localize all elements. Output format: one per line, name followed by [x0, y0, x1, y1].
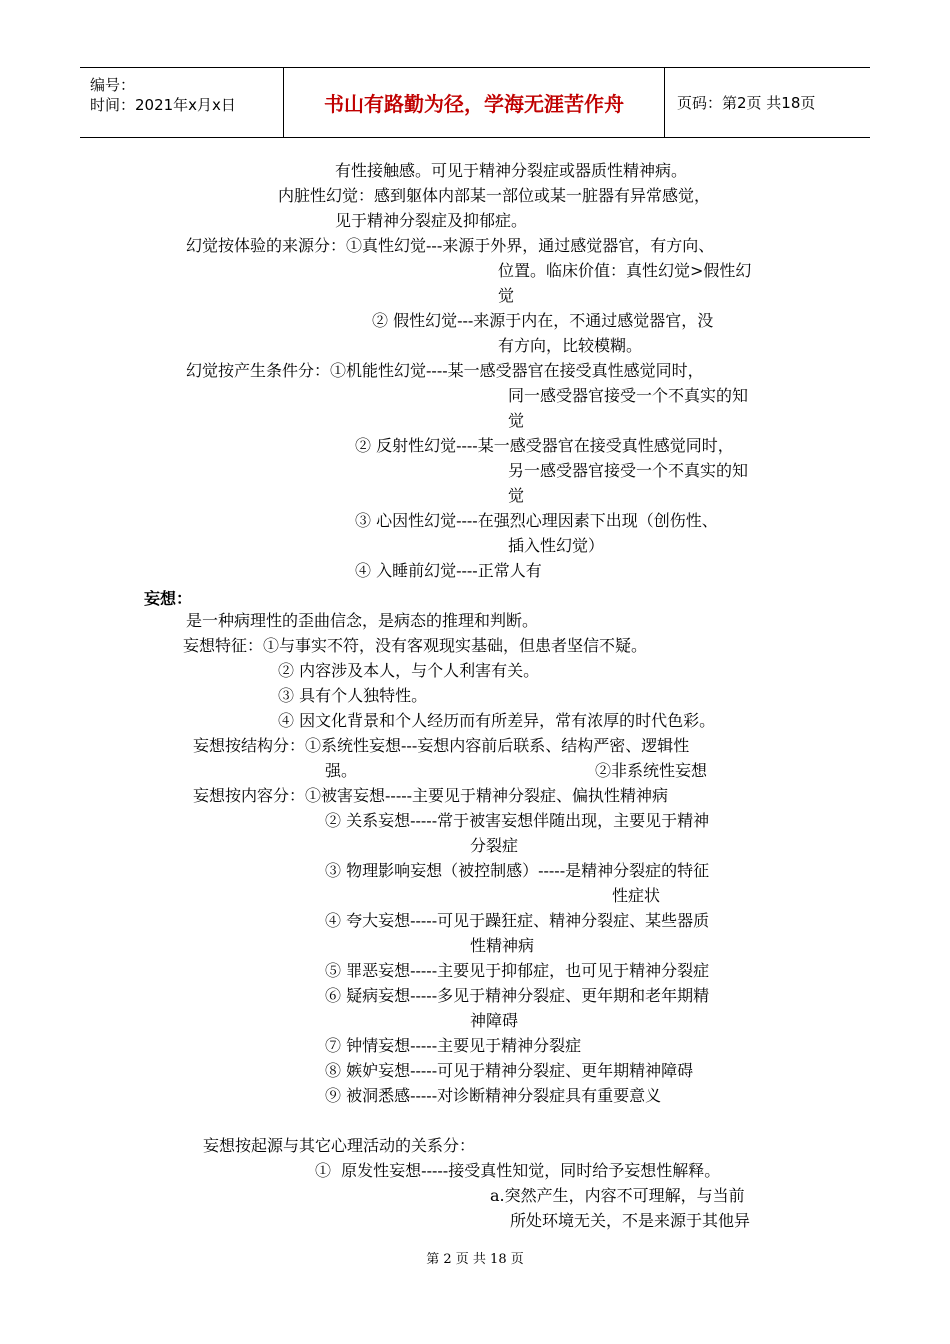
header-page-cell	[665, 68, 870, 137]
text-line: ② 关系妄想-----常于被害妄想伴随出现，主要见于精神	[325, 811, 710, 830]
text-line: ⑨ 被洞悉感-----对诊断精神分裂症具有重要意义	[325, 1086, 662, 1105]
text-line: 觉	[498, 286, 515, 305]
text-line: 幻觉按产生条件分：①机能性幻觉----某一感受器官在接受真性感觉同时，	[186, 361, 704, 380]
text-line: ②非系统性妄想	[595, 761, 708, 780]
text-line: ④ 因文化背景和个人经历而有所差异，常有浓厚的时代色彩。	[278, 711, 716, 730]
date-label: 时间：2021年x月x日	[90, 96, 236, 114]
text-line: ⑥ 疑病妄想-----多见于精神分裂症、更年期和老年期精	[325, 986, 710, 1005]
text-line: 见于精神分裂症及抑郁症。	[335, 211, 528, 230]
text-line: 觉	[508, 411, 525, 430]
text-line: 另一感受器官接受一个不真实的知	[508, 461, 749, 480]
text-line: ③ 心因性幻觉----在强烈心理因素下出现（创伤性、	[355, 511, 718, 530]
text-line: ③ 具有个人独特性。	[278, 686, 428, 705]
text-line: 同一感受器官接受一个不真实的知	[508, 386, 749, 405]
text-line: ④ 入睡前幻觉----正常人有	[355, 561, 542, 580]
text-line: 位置。临床价值：真性幻觉>假性幻	[498, 261, 752, 280]
text-line: 性症状	[612, 886, 661, 905]
text-line: 妄想按结构分：①系统性妄想---妄想内容前后联系、结构严密、逻辑性	[193, 736, 690, 755]
text-line: 分裂症	[470, 836, 519, 855]
text-line: 妄想特征：①与事实不符，没有客观现实基础，但患者坚信不疑。	[183, 636, 648, 655]
text-line: 妄想按内容分：①被害妄想-----主要见于精神分裂症、偏执性精神病	[193, 786, 669, 805]
page-footer: 第 2 页 共 18 页	[426, 1252, 524, 1267]
text-line: 插入性幻觉）	[508, 536, 605, 555]
text-line: ⑤ 罪恶妄想-----主要见于抑郁症，也可见于精神分裂症	[325, 961, 710, 980]
header-motto-cell	[284, 68, 665, 137]
text-line: 有方向，比较模糊。	[498, 336, 643, 355]
header-motto: 书山有路勤为径，学海无涯苦作舟	[324, 92, 624, 116]
page-number-label: 页码：第2页 共18页	[677, 94, 816, 112]
text-line: 所处环境无关，不是来源于其他异	[510, 1211, 751, 1230]
text-line: ⑧ 嫉妒妄想-----可见于精神分裂症、更年期精神障碍	[325, 1061, 694, 1080]
text-line: ② 反射性幻觉----某一感受器官在接受真性感觉同时，	[355, 436, 734, 455]
text-line: ⑦ 钟情妄想-----主要见于精神分裂症	[325, 1036, 582, 1055]
section-heading: 妄想：	[144, 589, 193, 608]
text-line: 神障碍	[470, 1011, 519, 1030]
text-line: ② 假性幻觉---来源于内在，不通过感觉器官，没	[372, 311, 714, 330]
text-line: 有性接触感。可见于精神分裂症或器质性精神病。	[335, 161, 688, 180]
text-line: ② 内容涉及本人，与个人利害有关。	[278, 661, 540, 680]
text-line: 幻觉按体验的来源分：①真性幻觉---来源于外界，通过感觉器官，有方向、	[186, 236, 715, 255]
header-info-cell	[80, 68, 284, 137]
text-line: 内脏性幻觉：感到躯体内部某一部位或某一脏器有异常感觉，	[278, 186, 711, 205]
document-number-label: 编号：	[90, 76, 136, 94]
text-line: ① 原发性妄想-----接受真性知觉，同时给予妄想性解释。	[315, 1161, 721, 1180]
text-line: a.突然产生，内容不可理解，与当前	[490, 1186, 745, 1205]
text-line: 觉	[508, 486, 525, 505]
text-line: 性精神病	[470, 936, 535, 955]
text-line: ④ 夸大妄想-----可见于躁狂症、精神分裂症、某些器质	[325, 911, 710, 930]
text-line: 强。	[325, 761, 358, 780]
text-line: 是一种病理性的歪曲信念，是病态的推理和判断。	[186, 611, 539, 630]
text-line: 妄想按起源与其它心理活动的关系分：	[203, 1136, 476, 1155]
text-line: ③ 物理影响妄想（被控制感）-----是精神分裂症的特征	[325, 861, 710, 880]
page-header	[80, 67, 870, 138]
